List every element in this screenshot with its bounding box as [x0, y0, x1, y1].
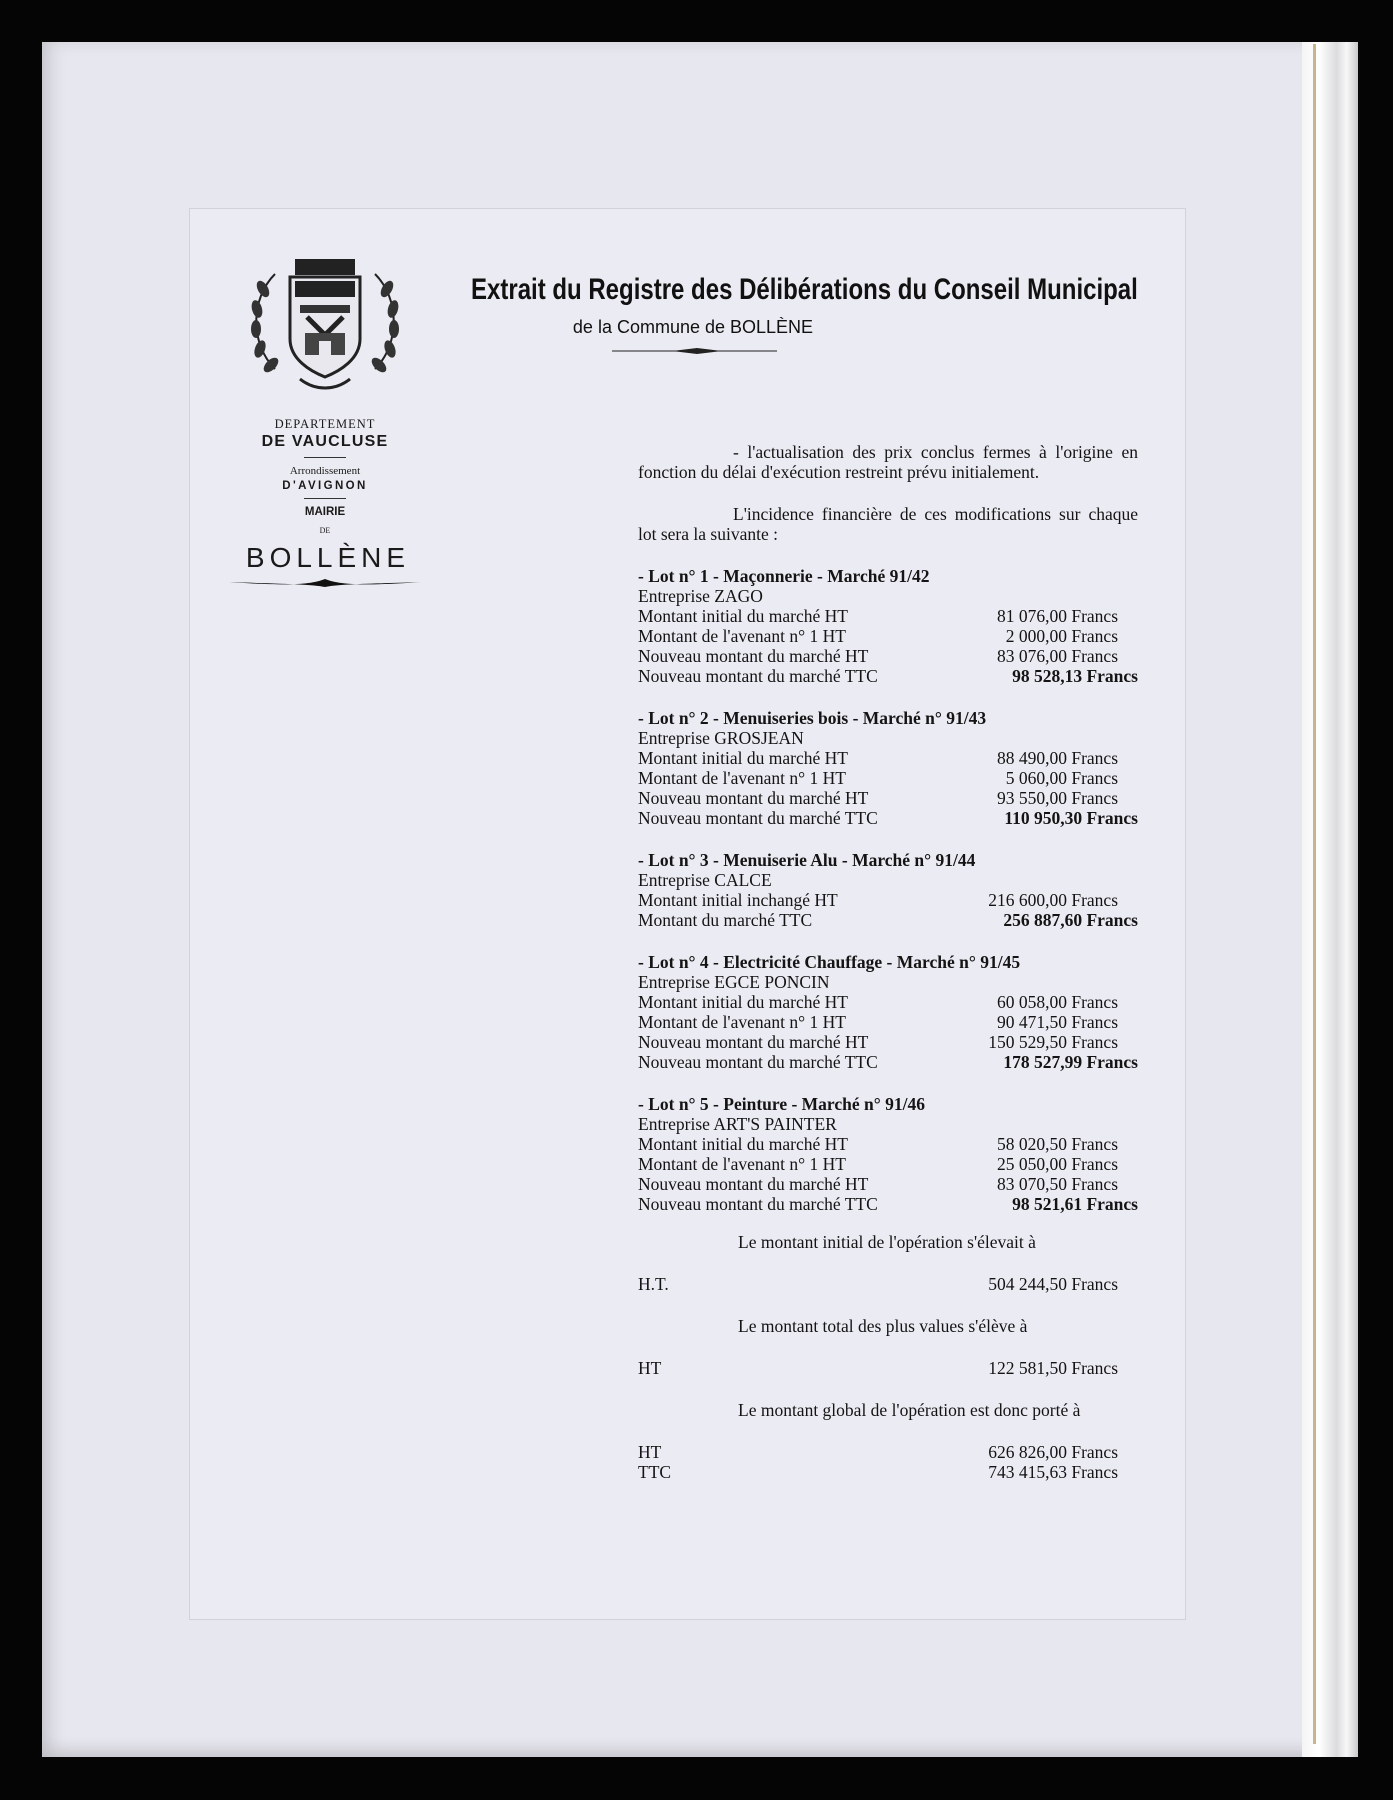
- deliberation-sheet: [189, 208, 1186, 1620]
- row-label: Montant de l'avenant n° 1 HT: [638, 626, 846, 646]
- row-amount: 93 550,00 Francs: [996, 788, 1118, 808]
- arrondissement-label: Arrondissement: [289, 465, 361, 477]
- row-label: Nouveau montant du marché HT: [638, 646, 869, 666]
- row-label: Montant initial inchangé HT: [638, 890, 838, 910]
- row-amount: 5 060,00 Francs: [1005, 768, 1118, 788]
- lot-row: [638, 606, 1138, 626]
- lot-entreprise: Entreprise ZAGO: [638, 586, 763, 606]
- row-amount: 98 521,61 Francs: [1012, 1194, 1138, 1214]
- lot-row: [638, 1134, 1138, 1154]
- book-binding: [1302, 42, 1358, 1757]
- summary-plus-text: Le montant total des plus values s'élève à: [738, 1316, 1028, 1336]
- summary-amount: 626 826,00 Francs: [988, 1442, 1118, 1462]
- row-label: Montant de l'avenant n° 1 HT: [638, 1012, 846, 1032]
- row-label: Montant initial du marché HT: [638, 1134, 848, 1154]
- summary-initial-row: [638, 1274, 1138, 1294]
- lot-row: [638, 1154, 1138, 1174]
- lot-title: - Lot n° 1 - Maçonnerie - Marché 91/42: [638, 566, 930, 586]
- row-amount: 83 076,00 Francs: [996, 646, 1118, 666]
- lot-title: - Lot n° 4 - Electricité Chauffage - Marché n° 91/45: [638, 952, 1021, 972]
- lot-block: [638, 952, 1138, 1072]
- vaucluse-label: DE VAUCLUSE: [261, 433, 389, 450]
- lot-row-total: [638, 1052, 1138, 1072]
- mairie-letterhead: [200, 417, 450, 588]
- row-amount: 58 020,50 Francs: [996, 1134, 1118, 1154]
- deliberation-body: [638, 442, 1138, 1482]
- summary-global-ttc-row: [638, 1462, 1138, 1482]
- row-amount: 2 000,00 Francs: [1005, 626, 1118, 646]
- lot-entreprise: Entreprise GROSJEAN: [638, 728, 804, 748]
- lot-block: [638, 566, 1138, 686]
- summary-label: H.T.: [638, 1274, 669, 1294]
- row-amount: 110 950,30 Francs: [1004, 808, 1138, 828]
- row-amount: 256 887,60 Francs: [1003, 910, 1138, 930]
- row-amount: 60 058,00 Francs: [996, 992, 1118, 1012]
- lot-block: [638, 708, 1138, 828]
- summary-plus-row: [638, 1358, 1138, 1378]
- lot-title: - Lot n° 2 - Menuiseries bois - Marché n° 91/43: [638, 708, 987, 728]
- departement-label: DEPARTEMENT: [274, 417, 376, 431]
- lot-block: [638, 1094, 1138, 1214]
- lot-row: [638, 646, 1138, 666]
- intro-paragraph-2: L'incidence financière de ces modifications sur chaque lot sera la suivante :: [638, 504, 1138, 544]
- summary-initial-text: Le montant initial de l'opération s'élevait à: [738, 1232, 1036, 1252]
- lot-row: [638, 890, 1138, 910]
- summary-amount: 743 415,63 Francs: [988, 1462, 1118, 1482]
- intro-paragraph-1: - l'actualisation des prix conclus fermes à l'origine en fonction du délai d'exécution restreint prévu initialement.: [638, 442, 1138, 482]
- lot-row-total: [638, 1194, 1138, 1214]
- de-label: DE: [319, 526, 331, 535]
- binding-edge-line: [1313, 44, 1316, 1744]
- row-amount: 90 471,50 Francs: [996, 1012, 1118, 1032]
- lot-title: - Lot n° 5 - Peinture - Marché n° 91/46: [638, 1094, 925, 1114]
- row-label: Nouveau montant du marché HT: [638, 788, 869, 808]
- row-amount: 83 070,50 Francs: [996, 1174, 1118, 1194]
- summary-label: HT: [638, 1442, 662, 1462]
- lot-row-total: [638, 666, 1138, 686]
- lot-entreprise: Entreprise EGCE PONCIN: [638, 972, 830, 992]
- row-label: Montant de l'avenant n° 1 HT: [638, 1154, 846, 1174]
- lot-entreprise: Entreprise CALCE: [638, 870, 772, 890]
- row-amount: 216 600,00 Francs: [988, 890, 1118, 910]
- lot-row-total: [638, 808, 1138, 828]
- page-title: Extrait du Registre des Délibérations du Conseil Municipal: [471, 273, 1138, 306]
- lot-entreprise: Entreprise ART'S PAINTER: [638, 1114, 837, 1134]
- row-label: Nouveau montant du marché TTC: [638, 1194, 878, 1214]
- mairie-label: MAIRIE: [304, 506, 346, 518]
- row-label: Montant du marché TTC: [638, 910, 813, 930]
- lot-block: [638, 850, 1138, 930]
- row-amount: 25 050,00 Francs: [996, 1154, 1118, 1174]
- swoosh-ornament: [225, 576, 425, 588]
- summary-amount: 122 581,50 Francs: [988, 1358, 1118, 1378]
- lot-row: [638, 626, 1138, 646]
- lot-row: [638, 788, 1138, 808]
- row-label: Nouveau montant du marché TTC: [638, 666, 878, 686]
- row-label: Nouveau montant du marché HT: [638, 1032, 869, 1052]
- summary-global-text: Le montant global de l'opération est donc porté à: [738, 1400, 1081, 1420]
- lot-row: [638, 992, 1138, 1012]
- lot-row: [638, 1174, 1138, 1194]
- row-label: Montant de l'avenant n° 1 HT: [638, 768, 846, 788]
- row-amount: 88 490,00 Francs: [996, 748, 1118, 768]
- row-label: Nouveau montant du marché TTC: [638, 808, 878, 828]
- summary-label: HT: [638, 1358, 662, 1378]
- row-amount: 178 527,99 Francs: [1003, 1052, 1138, 1072]
- summary-global-ht-row: [638, 1442, 1138, 1462]
- divider: [304, 457, 346, 458]
- crest-icon: [245, 259, 405, 394]
- avignon-label: D'AVIGNON: [282, 480, 368, 492]
- summary-label: TTC: [638, 1462, 672, 1482]
- lot-row-total: [638, 910, 1138, 930]
- row-label: Montant initial du marché HT: [638, 748, 848, 768]
- row-amount: 150 529,50 Francs: [988, 1032, 1118, 1052]
- lot-row: [638, 768, 1138, 788]
- row-label: Montant initial du marché HT: [638, 606, 848, 626]
- row-label: Montant initial du marché HT: [638, 992, 848, 1012]
- lot-row: [638, 1012, 1138, 1032]
- summary-amount: 504 244,50 Francs: [988, 1274, 1118, 1294]
- lot-row: [638, 1032, 1138, 1052]
- row-label: Nouveau montant du marché TTC: [638, 1052, 878, 1072]
- commune-name: BOLLÈNE: [245, 542, 411, 573]
- page-subtitle: de la Commune de BOLLÈNE: [572, 317, 814, 337]
- lot-title: - Lot n° 3 - Menuiserie Alu - Marché n° 91/44: [638, 850, 976, 870]
- title-rule: [612, 347, 777, 355]
- row-amount: 81 076,00 Francs: [996, 606, 1118, 626]
- divider: [304, 498, 346, 499]
- row-label: Nouveau montant du marché HT: [638, 1174, 869, 1194]
- row-amount: 98 528,13 Francs: [1012, 666, 1138, 686]
- lot-row: [638, 748, 1138, 768]
